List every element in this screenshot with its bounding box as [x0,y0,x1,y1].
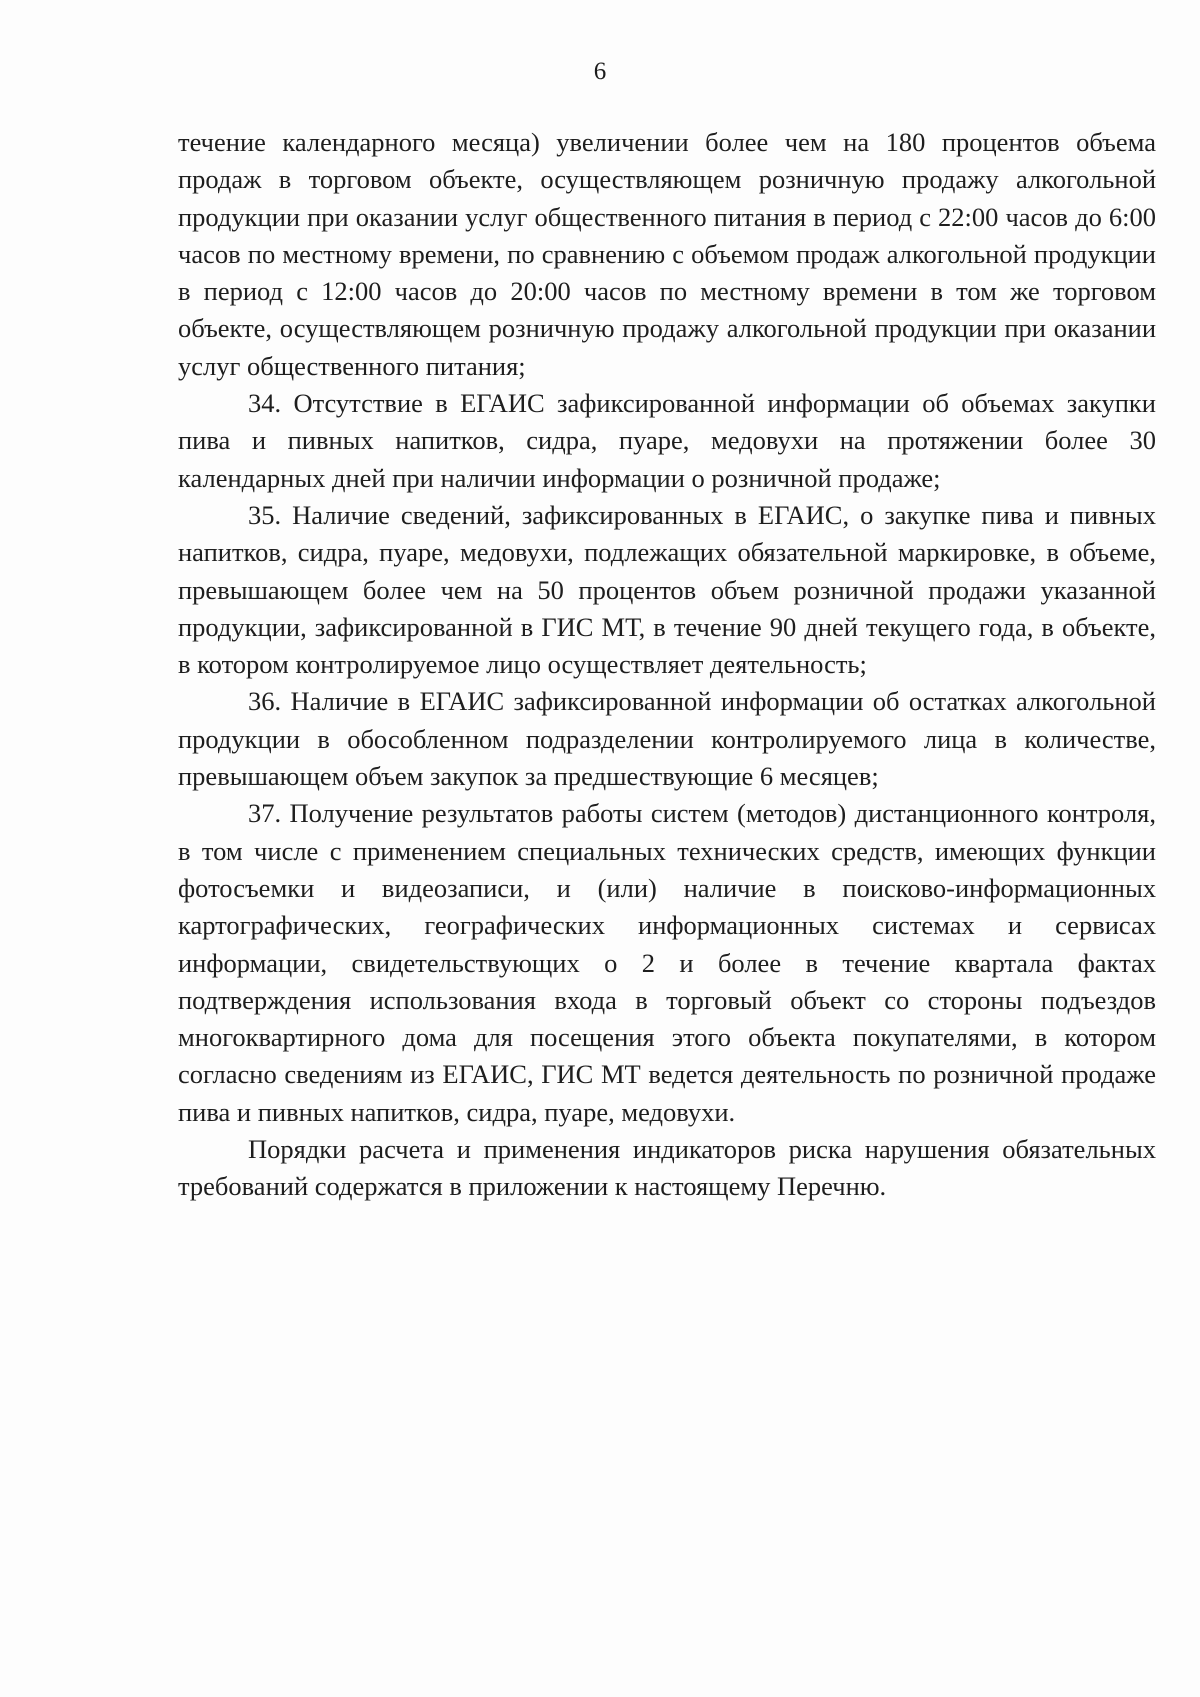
page-number: 6 [593,58,607,85]
document-body [178,124,1156,1206]
item-35-paragraph: 35. Наличие сведений, зафиксированных в ЕГАИС, о закупке пива и пивных напитков, сидра, пуаре, медовухи, подлежащих обязательной маркировке, в объеме, превышающем более чем на 50 процентов объем розничной продажи указанной продукции, зафиксированной в ГИС МТ, в течение 90 дней текущего года, в объекте, в котором контролируемое лицо осуществляет деятельность; [178,499,1156,680]
item-34-paragraph: 34. Отсутствие в ЕГАИС зафиксированной информации об объемах закупки пива и пивных напитков, сидра, пуаре, медовухи на протяжении более 30 календарных дней при наличии информации о розничной продаже; [178,388,1156,493]
item-37-paragraph: 37. Получение результатов работы систем (методов) дистанционного контроля, в том числе с применением специальных технических средств, имеющих функции фотосъемки и видеозаписи, и (или) наличие в поисково-информационных картографических, географических информационных системах и сервисах информации, свидетельствующих о 2 и более в течение квартала фактах подтверждения использования входа в торговый объект со стороны подъездов многоквартирного дома для посещения этого объекта покупателями, в котором согласно сведениям из ЕГАИС, ГИС МТ ведется деятельность по розничной продаже пива и пивных напитков, сидра, пуаре, медовухи. [178,798,1156,1127]
closing-paragraph: Порядки расчета и применения индикаторов риска нарушения обязательных требований содержатся в приложении к настоящему Перечню. [178,1134,1156,1202]
item-36-paragraph: 36. Наличие в ЕГАИС зафиксированной информации об остатках алкогольной продукции в обособленном подразделении контролируемого лица в количестве, превышающем объем закупок за предшествующие 6 месяцев; [178,686,1156,792]
continuation-paragraph: течение календарного месяца) увеличении более чем на 180 процентов объема продаж в торговом объекте, осуществляющем розничную продажу алкогольной продукции при оказании услуг общественного питания в период с 22:00 часов до 6:00 часов по местному времени, по сравнению с объемом продаж алкогольной продукции в период с 12:00 часов до 20:00 часов по местному времени в том же торговом объекте, осуществляющем розничную продажу алкогольной продукции при оказании услуг общественного питания; [178,127,1156,381]
